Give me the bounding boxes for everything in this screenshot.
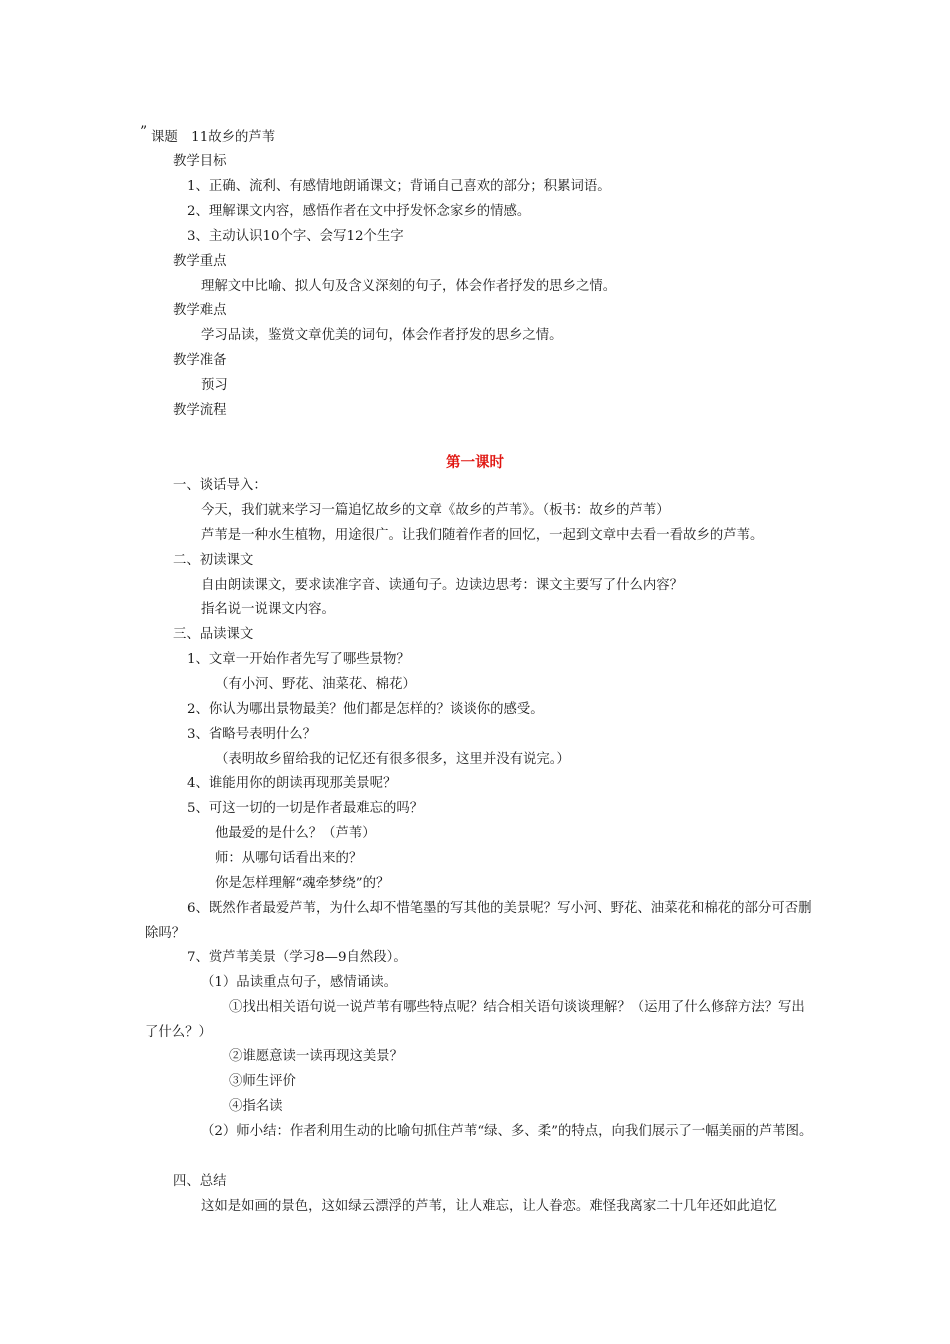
flow-heading: 教学流程 [173, 403, 227, 418]
question: 2、你认为哪出景物最美？他们都是怎样的？谈谈你的感受。 [187, 702, 544, 717]
paragraph: 今天，我们就来学习一篇追忆故乡的文章《故乡的芦苇》。（板书：故乡的芦苇） [201, 503, 670, 518]
difficulty-heading: 教学难点 [173, 303, 227, 318]
goals-heading: 教学目标 [173, 154, 227, 169]
key-heading: 教学重点 [173, 254, 227, 269]
question: 5、可这一切的一切是作者最难忘的吗？ [187, 801, 424, 816]
paragraph: 自由朗读课文，要求读准字音、读通句子。边读边思考：课文主要写了什么内容？ [201, 578, 684, 593]
prep-heading: 教学准备 [173, 353, 227, 368]
paragraph: 这如是如画的景色，这如绿云漂浮的芦苇，让人难忘，让人眷恋。难怪我离家二十几年还如此追忆 [201, 1199, 777, 1214]
key-text: 理解文中比喻、拟人句及含义深刻的句子，体会作者抒发的思乡之情。 [201, 279, 617, 294]
lesson-period-title: 第一课时 [446, 455, 504, 471]
paragraph: 芦苇是一种水生植物，用途很广。让我们随着作者的回忆，一起到文章中去看一看故乡的芦苇。 [201, 528, 764, 543]
question: 7、赏芦苇美景（学习8—9自然段）。 [187, 950, 407, 965]
sub-step-item: ①找出相关语句说一说芦苇有哪些特点呢？结合相关语句谈谈理解？（运用了什么修辞方法？写出了什么？） [145, 1000, 805, 1040]
sub-question: 师：从哪句话看出来的？ [215, 851, 363, 866]
part1-heading: 一、谈话导入： [173, 478, 267, 493]
paragraph: 指名说一说课文内容。 [201, 602, 335, 617]
sub-step-item: ④指名读 [229, 1099, 283, 1114]
goal-item: 3、主动认识10个字、会写12个生字 [187, 229, 404, 244]
question: 1、文章一开始作者先写了哪些景物？ [187, 652, 410, 667]
sub-step-item: ③师生评价 [229, 1074, 296, 1089]
part2-heading: 二、初读课文 [173, 553, 254, 568]
part3-heading: 三、品读课文 [173, 627, 254, 642]
prep-text: 预习 [201, 378, 228, 393]
sub-question: 他最爱的是什么？（芦苇） [215, 826, 376, 841]
question: 3、省略号表明什么？ [187, 727, 317, 742]
difficulty-text: 学习品读，鉴赏文章优美的词句，体会作者抒发的思乡之情。 [201, 328, 563, 343]
teacher-summary: （2）师小结：作者利用生动的比喻句抓住芦苇“绿、多、柔”的特点，向我们展示了一幅美丽的芦苇图。 [201, 1124, 813, 1139]
answer: （有小河、野花、油菜花、棉花） [215, 677, 416, 692]
lesson-topic-title: 课题 11故乡的芦苇 [151, 130, 276, 145]
goal-item: 1、正确、流利、有感情地朗诵课文；背诵自己喜欢的部分；积累词语。 [187, 179, 611, 194]
sub-step: （1）品读重点句子，感情诵读。 [201, 975, 397, 990]
part4-heading: 四、总结 [173, 1174, 227, 1189]
question: 6、既然作者最爱芦苇，为什么却不惜笔墨的写其他的美景呢？写小河、野花、油菜花和棉花的部分可否删除吗？ [145, 901, 812, 941]
question: 4、谁能用你的朗读再现那美景呢？ [187, 776, 397, 791]
answer: （表明故乡留给我的记忆还有很多很多，这里并没有说完。） [215, 752, 570, 767]
sub-step-item: ②谁愿意读一读再现这美景？ [229, 1049, 404, 1064]
goal-item: 2、理解课文内容，感悟作者在文中抒发怀念家乡的情感。 [187, 204, 531, 219]
quote-mark: ” [140, 124, 148, 140]
sub-question: 你是怎样理解“魂牵梦绕”的？ [215, 876, 390, 891]
